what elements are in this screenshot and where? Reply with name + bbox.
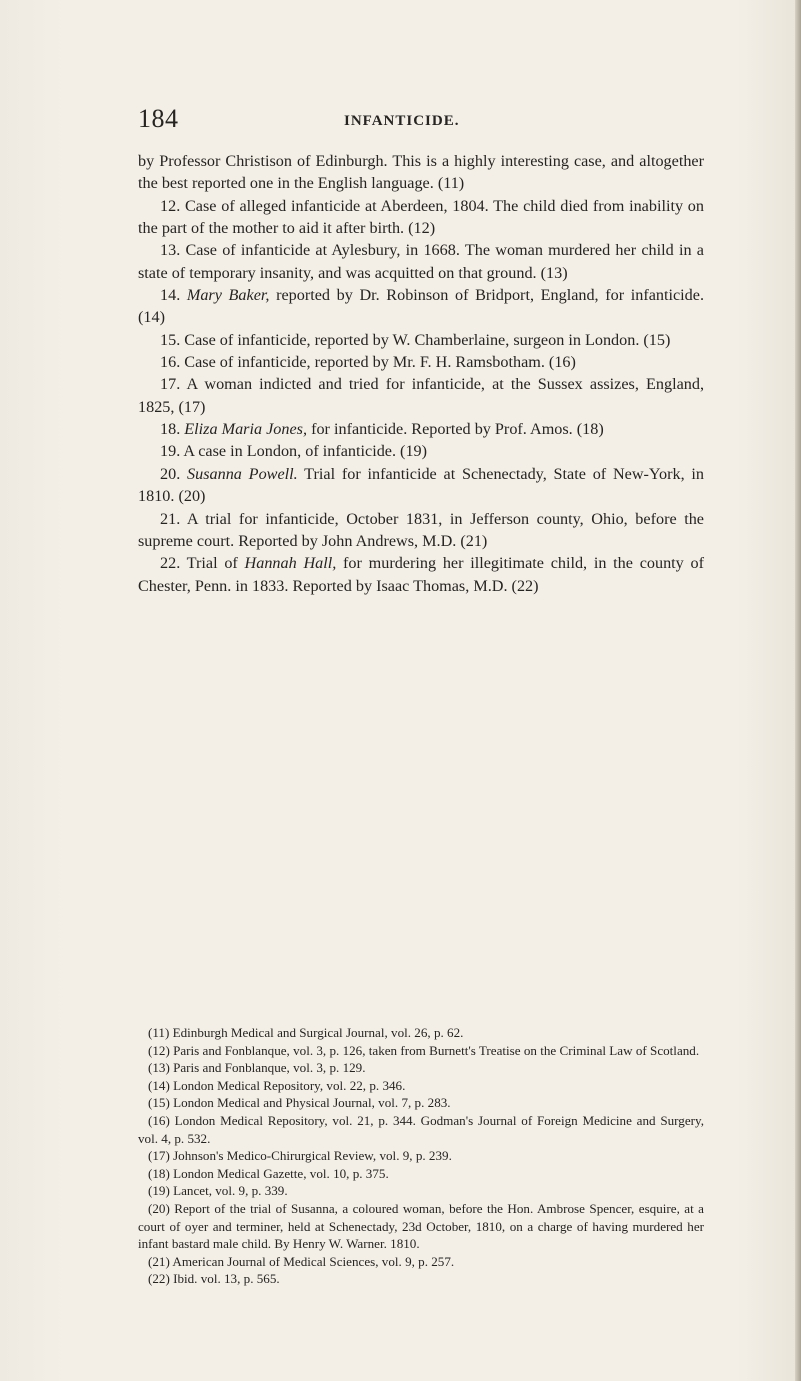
case-13: 13. Case of infanticide at Aylesbury, in 1668. The woman murdered her child in a state of temporary insanity, and was acquitted on that ground. (13): [138, 241, 704, 282]
case-16: 16. Case of infanticide, reported by Mr. F. H. Ramsbotham. (16): [160, 353, 576, 372]
page-number: 184: [138, 104, 179, 133]
footnote-18: (18) London Medical Gazette, vol. 10, p. 375.: [148, 1165, 389, 1181]
case-17: 17. A woman indicted and tried for infanticide, at the Sussex assizes, England, 1825, (17): [138, 375, 704, 416]
page-edge: [795, 0, 801, 1381]
case-name: Mary Baker,: [186, 286, 270, 305]
case-name: Susanna Powell.: [187, 464, 298, 483]
case-21: 21. A trial for infanticide, October 1831, in Jefferson county, Ohio, before the supreme court. Reported by John Andrews, M.D. (21): [138, 509, 704, 550]
page-header: [138, 104, 698, 134]
footnotes: [138, 1024, 704, 1288]
footnote-14: (14) London Medical Repository, vol. 22, p. 346.: [148, 1077, 406, 1093]
footnote-11: (11) Edinburgh Medical and Surgical Journal, vol. 26, p. 62.: [148, 1025, 464, 1040]
case-name: Hannah Hall,: [244, 554, 337, 573]
paragraph-continuation: by Professor Christison of Edinburgh. This is a highly interesting case, and altogether the best reported one in the English language. (11): [138, 152, 704, 193]
footnote-19: (19) Lancet, vol. 9, p. 339.: [148, 1183, 288, 1199]
case-22: 22. Trial of Hannah Hall, for murdering her illegitimate child, in the county of Chester, Penn. in 1833. Reported by Isaac Thomas, M.D. (22): [138, 554, 704, 595]
footnote-17: (17) Johnson's Medico-Chirurgical Review, vol. 9, p. 239.: [148, 1148, 452, 1164]
case-18: 18. Eliza Maria Jones, for infanticide. Reported by Prof. Amos. (18): [160, 420, 604, 439]
case-20: 20. Susanna Powell. Trial for infanticide at Schenectady, State of New-York, in 1810. (20): [138, 464, 704, 506]
case-name: Eliza Maria Jones,: [184, 420, 308, 439]
footnote-12: (12) Paris and Fonblanque, vol. 3, p. 126, taken from Burnett's Treatise on the Criminal Law of Scotland.: [148, 1042, 700, 1058]
footnote-16: (16) London Medical Repository, vol. 21, p. 344. Godman's Journal of Foreign Medicine and Surgery, vol. 4, p. 532.: [138, 1112, 704, 1146]
footnote-13: (13) Paris and Fonblanque, vol. 3, p. 129.: [148, 1060, 366, 1076]
case-14: 14. Mary Baker, reported by Dr. Robinson of Bridport, England, for infanticide. (14): [138, 286, 704, 327]
footnote-15: (15) London Medical and Physical Journal, vol. 7, p. 283.: [148, 1095, 451, 1111]
case-15: 15. Case of infanticide, reported by W. Chamberlaine, surgeon in London. (15): [160, 330, 671, 349]
running-head: INFANTICIDE.: [344, 113, 460, 129]
footnote-21: (21) American Journal of Medical Sciences, vol. 9, p. 257.: [148, 1253, 455, 1269]
case-19: 19. A case in London, of infanticide. (19): [160, 442, 428, 461]
main-text: [138, 150, 704, 597]
case-12: 12. Case of alleged infanticide at Aberdeen, 1804. The child died from inability on the part of the mother to aid it after birth. (12): [138, 196, 704, 238]
footnote-20: (20) Report of the trial of Susanna, a coloured woman, before the Hon. Ambrose Spencer, esquire, at a court of oyer and terminer, held at Schenectady, 23d October, 1810, on a charge of having murdered her infant bastard male child. By Henry W. Warner. 1810.: [138, 1200, 704, 1252]
footnote-22: (22) Ibid. vol. 13, p. 565.: [148, 1271, 280, 1287]
